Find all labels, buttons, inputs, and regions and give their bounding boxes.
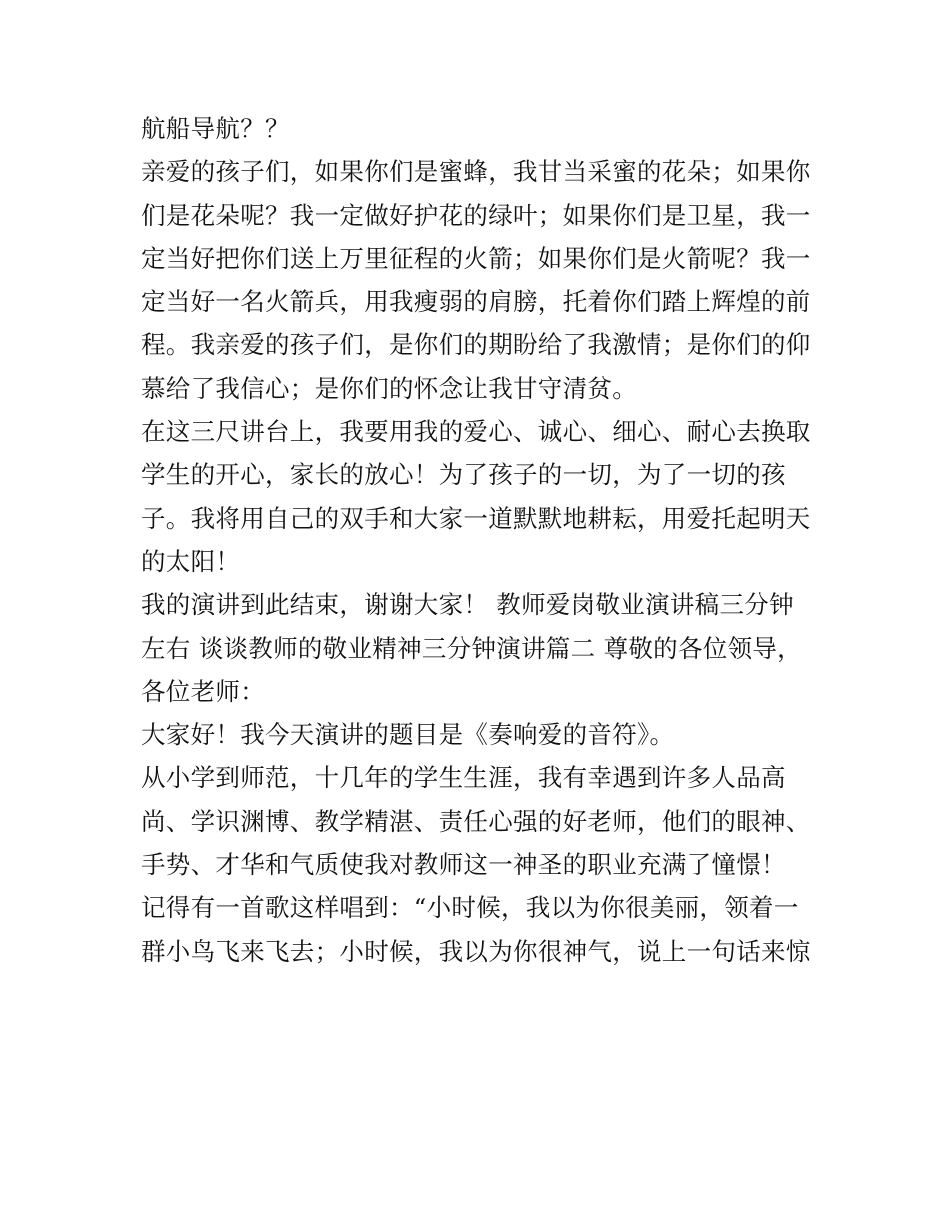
text-line: 尚、学识渊博、教学精湛、责任心强的好老师，他们的眼神、: [141, 806, 811, 836]
text-line: 群小鸟飞来飞去；小时候，我以为你很神气，说上一句话来惊: [141, 936, 811, 966]
text-line: 各位老师：: [141, 676, 265, 706]
text-line: 子。我将用自己的双手和大家一道默默地耕耘，用爱托起明天: [141, 503, 811, 533]
text-line: 们是花朵呢？我一定做好护花的绿叶；如果你们是卫星，我一: [141, 200, 811, 230]
document-body: [141, 107, 821, 973]
text-line: 定当好一名火箭兵，用我瘦弱的肩膀，托着你们踏上辉煌的前: [141, 287, 811, 317]
text-line: 航船导航？？: [141, 114, 290, 143]
text-line: 记得有一首歌这样唱到：“小时候，我以为你很美丽，领着一: [141, 893, 799, 923]
text-line: 程。我亲爱的孩子们，是你们的期盼给了我激情；是你们的仰: [141, 330, 811, 360]
text-line: 左右 谈谈教师的敬业精神三分钟演讲篇二 尊敬的各位领导，: [141, 633, 802, 663]
text-line: 在这三尺讲台上，我要用我的爱心、诚心、细心、耐心去换取: [141, 417, 811, 447]
text-line: 大家好！我今天演讲的题目是《奏响爱的音符》。: [141, 720, 675, 750]
text-line: 学生的开心，家长的放心！为了孩子的一切，为了一切的孩: [141, 460, 786, 490]
text-line: 从小学到师范，十几年的学生生涯，我有幸遇到许多人品高: [141, 763, 786, 793]
text-line: 慕给了我信心；是你们的怀念让我甘守清贫。: [141, 373, 637, 403]
text-line: 我的演讲到此结束，谢谢大家！ 教师爱岗敬业演讲稿三分钟: [141, 590, 794, 620]
text-line: 手势、才华和气质使我对教师这一神圣的职业充满了憧憬！: [141, 850, 786, 880]
text-line: 亲爱的孩子们，如果你们是蜜蜂，我甘当采蜜的花朵；如果你: [141, 157, 811, 187]
text-line: 的太阳！: [141, 546, 241, 576]
text-line: 定当好把你们送上万里征程的火箭；如果你们是火箭呢？我一: [141, 243, 811, 273]
